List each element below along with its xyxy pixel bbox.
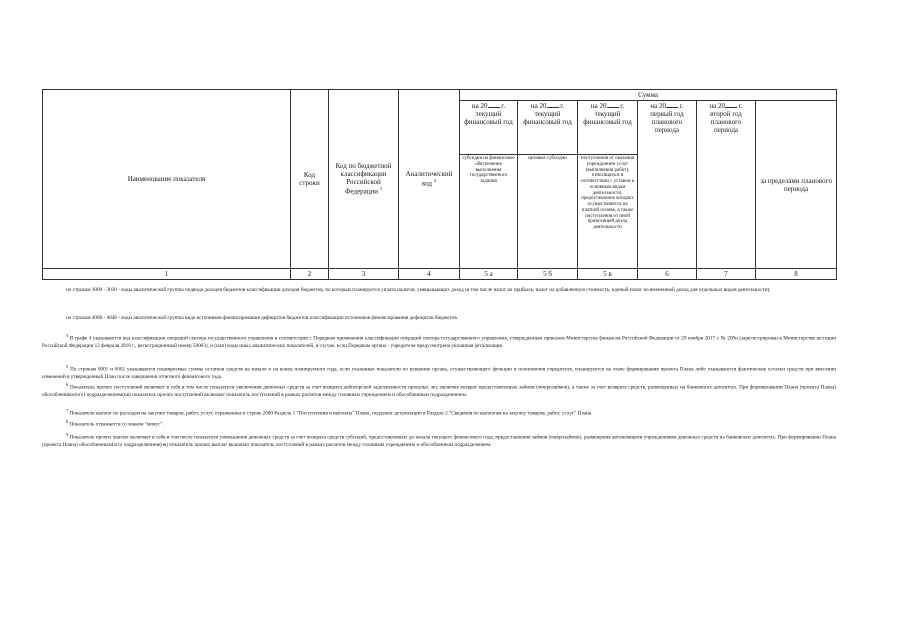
beyond-period-header: за пределами планового периода [756,101,837,269]
footnote-text: Показатель отражается со знаком "минус". [69,421,164,428]
column-number: 6 [638,269,697,280]
column-number: 3 [329,269,399,280]
column-number: 4 [399,269,460,280]
footnote-3 [42,333,836,351]
period-header [578,101,638,155]
period-suffix: г. [620,102,625,111]
footnote-mark: 5 [66,364,69,369]
footnote-text: Показатели выплат по расходам на закупки товаров, работ, услуг, отраженные в строке 2600 Раздела 1 "Поступления и выплаты" Плана, подлежат детализации в Разделе 2 "Сведения по выплатам на закупку товаров, работ, услуг" Плана. [69,410,593,417]
footnote-text: По строкам 0001 и 0002 указываются планируемые суммы остатков средств на начало и на конец планируемого года, если указанные показатели по решению органа, осуществляющего функции и полномочия учредителя, планируются на этапе формирования проекта Плана либо указываются фактические остатки средств при внесении изменений в утвержденный План после завершения отчетного финансового года. [42,366,837,381]
footnote-7 [42,408,836,418]
period-prefix: на 20 [590,102,607,111]
column-number: 5 а [460,269,518,280]
footnote-mark: 8 [66,419,69,424]
note-text: по строкам 4000 - 4040 - коды аналитической группы вида источников финансирования дефицитов бюджетов классификации источников финансирования дефицитов бюджетов. [66,315,459,321]
footnote-5 [42,364,836,382]
note-text: по строкам 3000 - 3030 - коды аналитической группы подвида доходов бюджетов классификации доходов бюджетов, по которым планируется уплата налогов, уменьшающих доход (в том числе налог на прибыль, налог на добавленную стоимость, единый налог на вмененный доход для отдельных видов деятельности); [66,287,771,293]
financial-plan-table [42,89,837,280]
period-header [518,101,578,155]
period-header [638,101,697,269]
footnote-text: Показатель прочих поступлений включает в себя в том числе показатели увеличения денежных средств за счет возврата дебиторской задолженности прошлых лет, включая возврат предоставленных займов (микрозаймов), а также за счет возврата средств, размещенных на банковских депозитах. При формировании Плана (проекта Плана) обособленным(ого) подразделением(ия) показатель прочих поступлений включает показатель поступлений в рамках расчетов между головным учреждением и обособленным подразделением. [42,384,836,399]
period-prefix: на 20 [471,102,488,111]
period-suffix: г. [738,102,743,111]
budget-classification-header [329,90,399,269]
paid-services-header: поступления от оказания учреждением услуг (выполнения работ), относящихся в соответствии с уставом к основным видам деятельности, предоставление которых осуществляется на платной основе, а также поступления от иной приносящей доход деятельности [578,155,638,269]
footnote-mark: 7 [66,408,69,413]
column-number: 2 [291,269,329,280]
footnote-mark: 3 [66,333,69,338]
period-suffix: г. [679,102,684,111]
subsidy-state-task-header: субсидия на финансовое обеспечение выполнения государственного задания [460,155,518,269]
footnote-mark: 9 [66,432,69,437]
analytic-code-header [399,90,460,269]
column-number: 8 [756,269,837,280]
sum-header: Сумма [460,90,837,101]
period-suffix: г. [501,102,506,111]
indicator-name-header: Наименование показателя [43,90,291,269]
period-prefix: на 20 [650,102,666,111]
footnote-text: Показатель прочих выплат включает в себя в том числе показатели уменьшения денежных средств за счет возврата средств субсидий, предоставленных до начала текущего финансового года, предоставления займов (микрозаймов), размещения автономными учреждениями денежных средств на банковских депозитах. При формировании Плана (проекта Плана) обособленным(ого) подразделением(ия) показатель прочих выплат включает показатель поступлений в рамках расчетов между головным учреждением и обособленным подразделением. [42,434,837,449]
budget-classification-label: Код по бюджетной классификации Российской Федерации [335,162,392,196]
analytic-code-label: Аналитический код [405,170,453,188]
period-label: текущий финансовый год [523,110,572,127]
footnote-text: В графе 4 указываются код классификации операций сектора государственного управления в соответствии с Порядком применения классификации операций сектора государственного управления, утвержденным приказом Министерства финансов Российской Федерации от 29 ноября 2017 г. № 209н (зарегистрирован в Министерстве юстиции Российской Федерации 12 февраля 2018 г., регистрационный номер 50003), и (или) коды иных аналитических показателей, в случае, если Порядком органа - учредителя предусмотрена указанная детализация. [42,335,836,350]
footnote-6 [42,382,836,400]
line-code-header: Код строки [291,90,329,269]
period-label: первый год планового периода [650,110,684,135]
note-source-rows [42,315,836,323]
footnote-mark: 4 [433,178,436,184]
period-header [697,101,756,269]
footnote-8 [42,419,836,429]
period-label: текущий финансовый год [464,110,513,127]
period-label: текущий финансовый год [583,110,632,127]
period-label: второй год планового периода [710,110,742,135]
column-number: 5 в [578,269,638,280]
footnote-mark: 3 [379,186,383,192]
period-prefix: на 20 [530,102,547,111]
note-revenue-rows [42,287,836,295]
period-prefix: на 20 [709,102,725,111]
column-number: 5 б [518,269,578,280]
period-suffix: г. [560,102,565,111]
footnote-mark: 6 [66,382,69,387]
target-subsidy-header: целевые субсидии [518,155,578,269]
column-number: 1 [43,269,291,280]
column-number: 7 [697,269,756,280]
footnote-9 [42,432,836,450]
period-header [460,101,518,155]
